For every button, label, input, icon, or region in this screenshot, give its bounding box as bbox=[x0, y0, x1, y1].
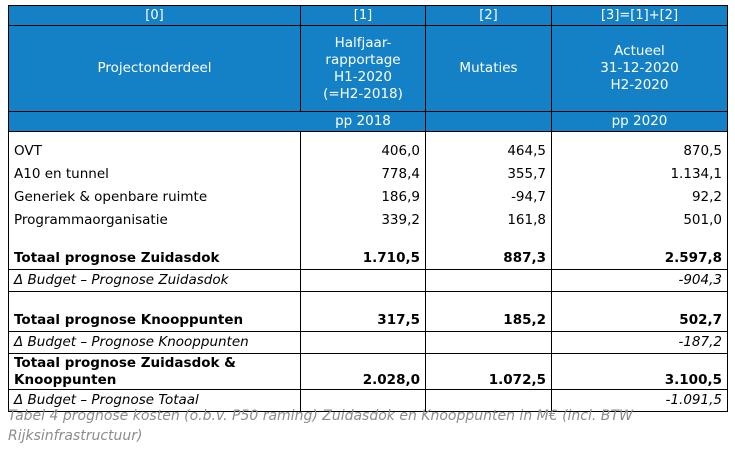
row-label-line2: Knooppunten bbox=[14, 371, 117, 388]
row-label: Δ Budget – Prognose Zuidasdok bbox=[9, 270, 301, 292]
cell-value: 317,5 bbox=[301, 310, 426, 332]
table-row bbox=[9, 140, 728, 163]
cell-value: 887,3 bbox=[426, 248, 552, 270]
header-mutaties: Mutaties bbox=[426, 26, 552, 112]
row-label: OVT bbox=[9, 140, 301, 163]
cell-value: 2.028,0 bbox=[301, 354, 426, 390]
cell-value: 464,5 bbox=[426, 140, 552, 163]
row-label: Totaal prognose Knooppunten bbox=[9, 310, 301, 332]
price-level-row bbox=[9, 112, 728, 132]
table-row bbox=[9, 163, 728, 186]
cell-value: -1.091,5 bbox=[552, 390, 728, 412]
cell-value: 1.072,5 bbox=[426, 354, 552, 390]
price-level-blank-2 bbox=[426, 112, 552, 132]
cell-value: 502,7 bbox=[552, 310, 728, 332]
header-col3-line3: H2-2020 bbox=[610, 77, 669, 93]
cell-value: 778,4 bbox=[301, 163, 426, 186]
total-row-combined bbox=[9, 354, 728, 390]
spacer-row bbox=[9, 132, 728, 140]
column-index-row bbox=[9, 6, 728, 26]
col-index-1: [1] bbox=[301, 6, 426, 26]
delta-row-knooppunten bbox=[9, 332, 728, 354]
cell-value: 1.134,1 bbox=[552, 163, 728, 186]
total-row-knooppunten bbox=[9, 310, 728, 332]
cell-value: 406,0 bbox=[301, 140, 426, 163]
header-halfjaarrapportage bbox=[301, 26, 426, 112]
table-caption: Tabel 4 prognose kosten (o.b.v. P50 raming) Zuidasdok en Knooppunten in M€ (incl. BTW Rijksinfrastructuur) bbox=[8, 408, 633, 444]
cell-value: 161,8 bbox=[426, 209, 552, 232]
row-label: Generiek & openbare ruimte bbox=[9, 186, 301, 209]
table-row bbox=[9, 209, 728, 232]
cost-forecast-table bbox=[8, 5, 728, 412]
row-label: Programmaorganisatie bbox=[9, 209, 301, 232]
header-col1-line4: (=H2-2018) bbox=[323, 85, 403, 102]
header-col1-line1: Halfjaar- bbox=[334, 34, 392, 51]
header-col3-line1: Actueel bbox=[614, 43, 665, 59]
price-level-2018: pp 2018 bbox=[301, 112, 426, 132]
row-label: A10 en tunnel bbox=[9, 163, 301, 186]
cell-value: 355,7 bbox=[426, 163, 552, 186]
column-header-row bbox=[9, 26, 728, 112]
total-row-zuidasdok bbox=[9, 248, 728, 270]
row-label: Δ Budget – Prognose Knooppunten bbox=[9, 332, 301, 354]
table-row bbox=[9, 186, 728, 209]
header-col1-line3: H1-2020 bbox=[334, 68, 392, 85]
cell-value: 92,2 bbox=[552, 186, 728, 209]
cell-value: -904,3 bbox=[552, 270, 728, 292]
header-col3-line2: 31-12-2020 bbox=[600, 60, 679, 76]
cell-value: 870,5 bbox=[552, 140, 728, 163]
row-label-line1: Totaal prognose Zuidasdok & bbox=[14, 354, 236, 371]
spacer-row bbox=[9, 292, 728, 310]
delta-row-zuidasdok bbox=[9, 270, 728, 292]
price-level-blank bbox=[9, 112, 301, 132]
cell-value: -187,2 bbox=[552, 332, 728, 354]
header-actueel bbox=[552, 26, 728, 112]
row-label: Δ Budget – Prognose Totaal bbox=[9, 390, 301, 412]
header-projectonderdeel: Projectonderdeel bbox=[9, 26, 301, 112]
header-col1-line2: rapportage bbox=[325, 51, 401, 68]
col-index-0: [0] bbox=[9, 6, 301, 26]
cell-value: 186,9 bbox=[301, 186, 426, 209]
cell-value: 2.597,8 bbox=[552, 248, 728, 270]
cell-value: -94,7 bbox=[426, 186, 552, 209]
cell-value: 3.100,5 bbox=[552, 354, 728, 390]
row-label: Totaal prognose Zuidasdok bbox=[9, 248, 301, 270]
col-index-2: [2] bbox=[426, 6, 552, 26]
row-label bbox=[9, 354, 301, 390]
col-index-3: [3]=[1]+[2] bbox=[552, 6, 728, 26]
cell-value: 185,2 bbox=[426, 310, 552, 332]
price-level-2020: pp 2020 bbox=[552, 112, 728, 132]
cell-value: 339,2 bbox=[301, 209, 426, 232]
cell-value: 501,0 bbox=[552, 209, 728, 232]
spacer-row bbox=[9, 232, 728, 248]
cell-value: 1.710,5 bbox=[301, 248, 426, 270]
